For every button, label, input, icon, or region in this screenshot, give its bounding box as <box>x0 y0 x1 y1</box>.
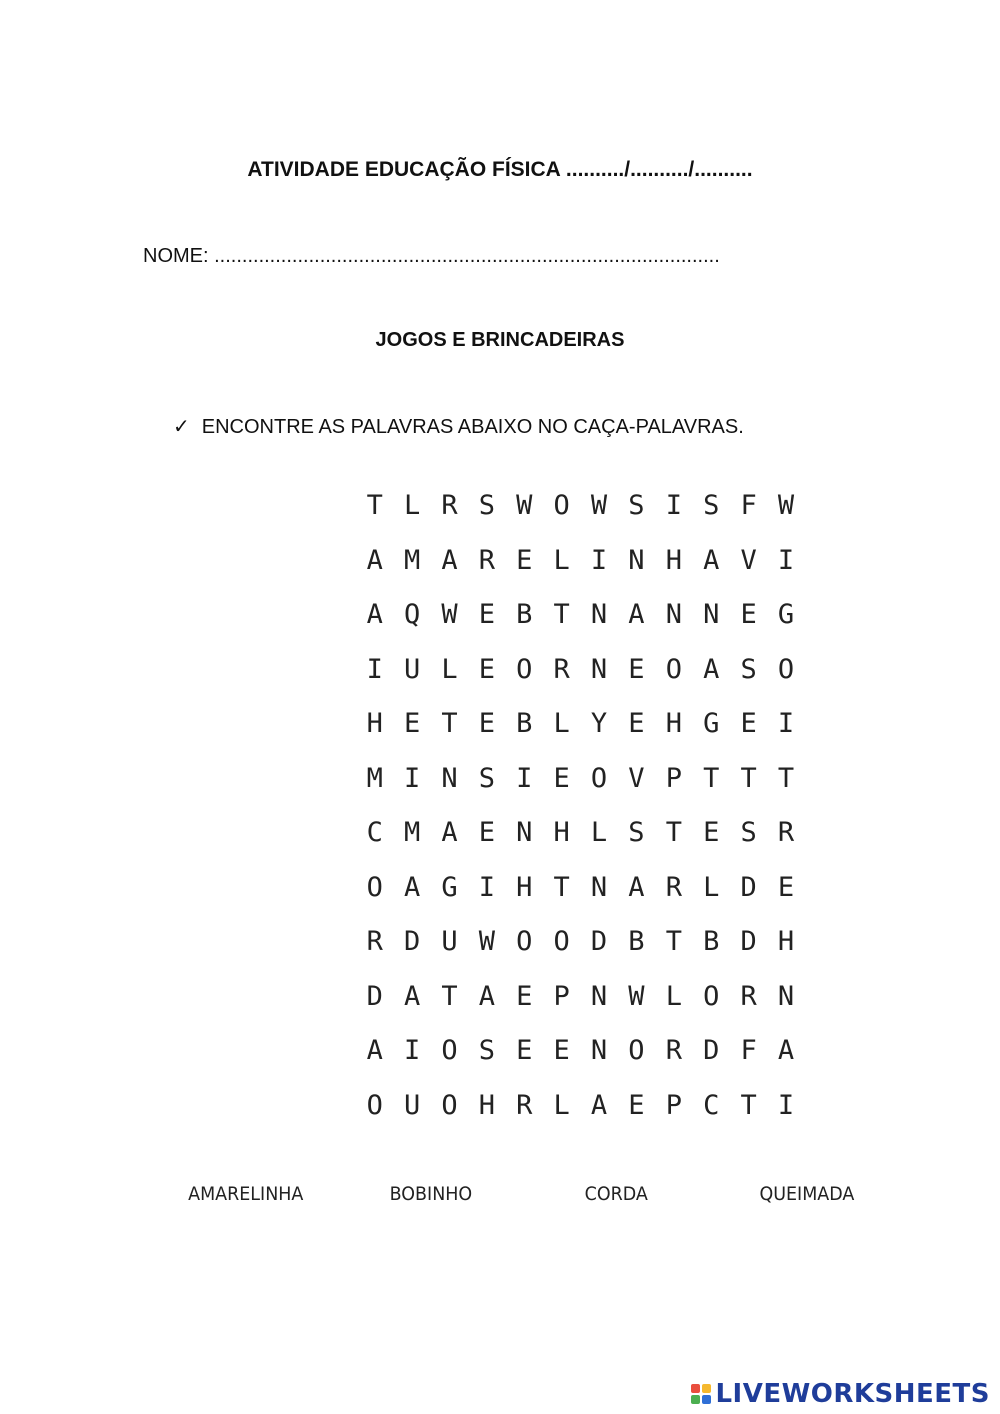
liveworksheets-logo <box>691 1379 990 1409</box>
grid-letter: T <box>441 980 458 1012</box>
grid-letter: N <box>441 762 458 794</box>
grid-letter: D <box>703 1035 720 1066</box>
grid-letter: E <box>740 708 757 739</box>
grid-letter: W <box>516 490 533 521</box>
grid-letter: B <box>628 926 645 957</box>
grid-letter: D <box>590 926 608 957</box>
grid-letter: N <box>590 599 608 630</box>
word-list-item: BOBINHO <box>389 1183 473 1205</box>
grid-letter: D <box>366 980 383 1012</box>
grid-letter: R <box>740 980 757 1012</box>
grid-letter: S <box>740 817 757 848</box>
grid-letter: H <box>665 708 682 739</box>
grid-letter: T <box>740 762 757 794</box>
grid-letter: S <box>628 490 645 521</box>
grid-letter: H <box>366 708 383 739</box>
grid-letter: E <box>403 708 421 739</box>
grid-letter: E <box>553 762 570 794</box>
grid-letter: R <box>553 653 570 685</box>
logo-square <box>691 1384 700 1393</box>
grid-letter: L <box>553 708 570 739</box>
grid-letter: H <box>553 817 570 848</box>
grid-letter: R <box>516 1089 533 1121</box>
grid-letter: U <box>441 926 458 957</box>
grid-letter: O <box>590 762 608 794</box>
grid-letter: R <box>366 926 383 957</box>
grid-letter: D <box>740 871 757 903</box>
grid-letter: U <box>403 653 421 685</box>
logo-square <box>702 1384 711 1393</box>
grid-letter: O <box>366 1089 383 1121</box>
grid-letter: Q <box>403 599 421 630</box>
grid-letter: I <box>403 1035 421 1066</box>
liveworksheets-logo-icon <box>691 1384 711 1404</box>
grid-letter: W <box>478 926 495 957</box>
grid-letter: W <box>628 980 645 1012</box>
grid-letter: R <box>777 817 795 848</box>
grid-letter: O <box>703 980 720 1012</box>
grid-letter: O <box>553 926 570 957</box>
grid-letter: E <box>478 653 495 685</box>
grid-letter: S <box>703 490 720 521</box>
grid-letter: A <box>403 980 421 1012</box>
grid-letter: T <box>665 926 682 957</box>
grid-letter: L <box>590 817 608 848</box>
grid-letter: L <box>553 544 570 576</box>
word-list-item: AMARELINHA <box>188 1183 304 1205</box>
grid-letter: I <box>478 871 495 903</box>
grid-letter: S <box>740 653 757 685</box>
grid-letter: N <box>516 817 533 848</box>
grid-letter: E <box>740 599 757 630</box>
grid-letter: I <box>403 762 421 794</box>
grid-letter: N <box>590 1035 608 1066</box>
grid-letter: O <box>441 1035 458 1066</box>
grid-letter: I <box>516 762 533 794</box>
grid-letter: A <box>478 980 495 1012</box>
grid-letter: B <box>516 708 533 739</box>
grid-letter: S <box>478 762 495 794</box>
worksheet-title: ATIVIDADE EDUCAÇÃO FÍSICA ........../........../.......... <box>247 158 753 181</box>
grid-letter: A <box>366 599 383 630</box>
word-list <box>40 1183 960 1213</box>
grid-letter: I <box>777 544 795 576</box>
grid-letter: O <box>777 653 795 685</box>
grid-letter: I <box>665 490 682 521</box>
grid-letter: M <box>366 762 383 794</box>
grid-letter: U <box>403 1089 421 1121</box>
grid-letter: A <box>366 544 383 576</box>
grid-letter: Y <box>590 708 608 739</box>
grid-letter: N <box>777 980 795 1012</box>
grid-letter: T <box>703 762 720 794</box>
grid-letter: A <box>703 653 720 685</box>
grid-letter: N <box>590 871 608 903</box>
grid-letter: F <box>740 490 757 521</box>
worksheet-subtitle: JOGOS E BRINCADEIRAS <box>375 329 625 351</box>
grid-letter: O <box>628 1035 645 1066</box>
checkmark-icon: ✓ <box>173 416 190 438</box>
grid-letter: E <box>628 1089 645 1121</box>
grid-letter: A <box>628 599 645 630</box>
grid-letter: E <box>553 1035 570 1066</box>
grid-letter: A <box>703 544 720 576</box>
name-field-line: NOME: ........................................................................................... <box>143 245 720 267</box>
grid-letter: T <box>665 817 682 848</box>
grid-letter: B <box>703 926 720 957</box>
grid-letter: A <box>590 1089 608 1121</box>
grid-letter: L <box>403 490 421 521</box>
grid-letter: S <box>478 490 495 521</box>
liveworksheets-wordmark: LIVEWORKSHEETS <box>715 1379 990 1409</box>
grid-letter: T <box>553 871 570 903</box>
grid-letter: N <box>590 980 608 1012</box>
grid-letter: E <box>516 1035 533 1066</box>
grid-letter: A <box>441 817 458 848</box>
grid-letter: E <box>777 871 795 903</box>
grid-letter: R <box>478 544 495 576</box>
grid-letter: O <box>366 871 383 903</box>
grid-letter: P <box>665 762 682 794</box>
grid-letter: R <box>665 871 682 903</box>
grid-letter: N <box>628 544 645 576</box>
grid-letter: E <box>478 817 495 848</box>
grid-letter: V <box>628 762 645 794</box>
grid-letter: T <box>553 599 570 630</box>
grid-letter: H <box>516 871 533 903</box>
grid-letter: N <box>665 599 682 630</box>
grid-letter: A <box>441 544 458 576</box>
grid-letter: P <box>553 980 570 1012</box>
grid-letter: I <box>366 653 383 685</box>
grid-letter: H <box>665 544 682 576</box>
grid-letter: L <box>665 980 682 1012</box>
logo-square <box>702 1395 711 1404</box>
grid-letter: N <box>590 653 608 685</box>
word-list-item: CORDA <box>584 1183 648 1205</box>
grid-letter: T <box>740 1089 757 1121</box>
logo-square <box>691 1395 700 1404</box>
grid-letter: L <box>553 1089 570 1121</box>
grid-letter: A <box>366 1035 383 1066</box>
grid-letter: D <box>403 926 421 957</box>
grid-letter: T <box>777 762 795 794</box>
grid-letter: W <box>590 490 608 521</box>
grid-letter: T <box>366 490 383 521</box>
grid-letter: E <box>478 599 495 630</box>
grid-letter: G <box>441 871 458 903</box>
grid-letter: E <box>628 708 645 739</box>
grid-letter: O <box>441 1089 458 1121</box>
grid-letter: E <box>516 980 533 1012</box>
grid-letter: M <box>403 544 421 576</box>
grid-letter: L <box>441 653 458 685</box>
grid-letter: D <box>740 926 757 957</box>
instruction-label: ENCONTRE AS PALAVRAS ABAIXO NO CAÇA-PALAVRAS. <box>201 416 744 438</box>
grid-letter: S <box>628 817 645 848</box>
grid-letter: O <box>516 926 533 957</box>
grid-letter: V <box>740 544 757 576</box>
grid-letter: S <box>478 1035 495 1066</box>
grid-letter: A <box>403 871 421 903</box>
grid-letter: C <box>703 1089 720 1121</box>
grid-letter: G <box>777 599 795 630</box>
word-list-item: QUEIMADA <box>759 1183 855 1205</box>
grid-letter: B <box>516 599 533 630</box>
grid-letter: R <box>441 490 458 521</box>
grid-letter: N <box>703 599 720 630</box>
grid-letter: O <box>665 653 682 685</box>
grid-letter: L <box>703 871 720 903</box>
grid-letter: E <box>703 817 720 848</box>
grid-letter: F <box>740 1035 757 1066</box>
grid-letter: G <box>703 708 720 739</box>
grid-letter: I <box>590 544 608 576</box>
instruction-text <box>173 414 744 439</box>
wordsearch-grid <box>356 490 805 1144</box>
grid-letter: E <box>516 544 533 576</box>
grid-letter: A <box>628 871 645 903</box>
grid-letter: M <box>403 817 421 848</box>
grid-letter: H <box>478 1089 495 1121</box>
grid-letter: I <box>777 1089 795 1121</box>
grid-letter: I <box>777 708 795 739</box>
grid-letter: E <box>628 653 645 685</box>
grid-letter: P <box>665 1089 682 1121</box>
grid-letter: O <box>553 490 570 521</box>
grid-letter: O <box>516 653 533 685</box>
grid-letter: H <box>777 926 795 957</box>
grid-letter: T <box>441 708 458 739</box>
grid-letter: R <box>665 1035 682 1066</box>
grid-letter: C <box>366 817 383 848</box>
grid-letter: E <box>478 708 495 739</box>
grid-letter: W <box>441 599 458 630</box>
grid-letter: W <box>777 490 795 521</box>
grid-letter: A <box>777 1035 795 1066</box>
